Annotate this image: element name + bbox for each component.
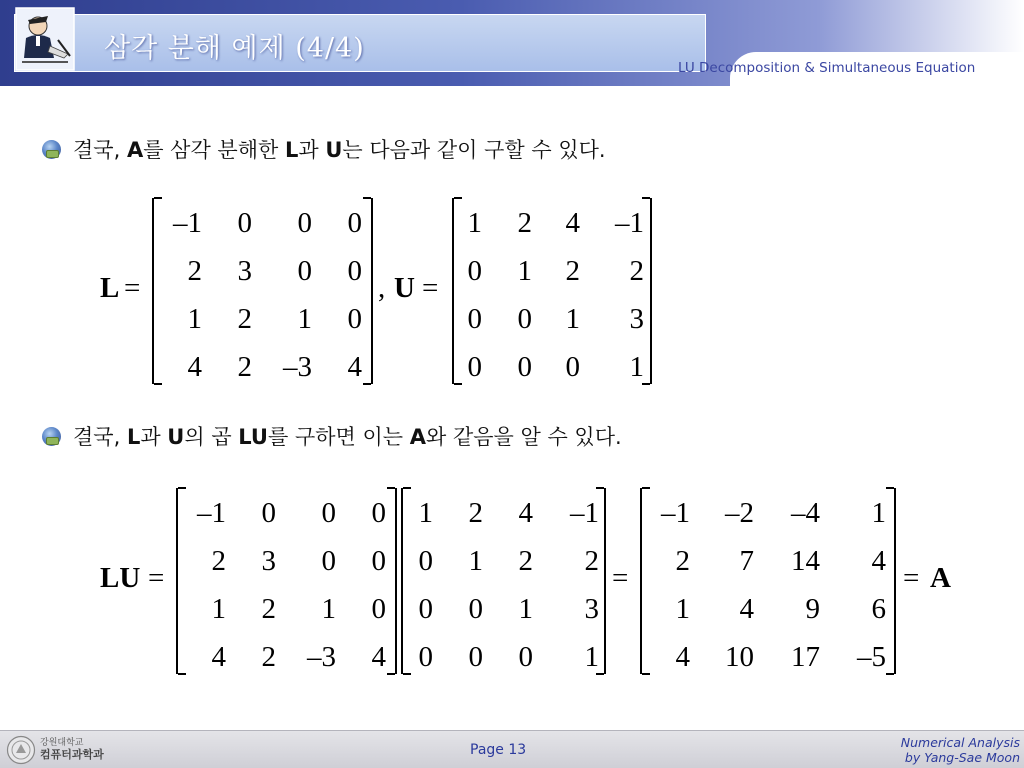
matrix-cell: 1 (629, 351, 644, 383)
matrix-cell: 0 (418, 545, 433, 577)
matrix-cell: 1 (418, 497, 433, 529)
matrix-cell: 2 (584, 545, 599, 577)
matrix-cell: 0 (418, 593, 433, 625)
matrix-cell: 3 (261, 545, 276, 577)
matrix-cell: 0 (347, 207, 362, 239)
bullet-icon (42, 140, 61, 159)
teacher-at-desk-icon (14, 6, 76, 72)
matrix-cell: 0 (517, 351, 532, 383)
matrix-cell: 2 (518, 545, 533, 577)
matrix-cell: 14 (791, 545, 820, 577)
matrix-cell: 0 (565, 351, 580, 383)
equals-sign: = (422, 272, 439, 304)
matrix-cell: 4 (871, 545, 886, 577)
matrix-cell: 4 (739, 593, 754, 625)
matrix-cell: 1 (211, 593, 226, 625)
matrix-cell: 1 (187, 303, 202, 335)
matrix-cell: 4 (187, 351, 202, 383)
matrix-cell: 0 (467, 351, 482, 383)
matrix-cell: 2 (237, 303, 252, 335)
matrix-cell: –3 (307, 641, 336, 673)
matrix-cell: 2 (629, 255, 644, 287)
bullet-item-2 (42, 420, 622, 452)
equals-sign: = (612, 562, 629, 594)
matrix-cell: 1 (518, 593, 533, 625)
course-credit: Numerical Analysis by Yang-Sae Moon (900, 735, 1020, 765)
matrix-cell: –4 (791, 497, 820, 529)
matrix-cell: 1 (565, 303, 580, 335)
matrix-cell: 0 (297, 255, 312, 287)
matrix-cell: 0 (467, 255, 482, 287)
matrix-cell: 4 (211, 641, 226, 673)
matrix-cell: 0 (261, 497, 276, 529)
matrix-cell: 2 (261, 593, 276, 625)
matrix-cell: –3 (283, 351, 312, 383)
footer-bar (0, 730, 1024, 768)
matrix-A (640, 488, 896, 674)
header-bar (0, 0, 1024, 86)
matrix-cell: 0 (297, 207, 312, 239)
matrix-cell: 9 (805, 593, 820, 625)
matrix-cell: 4 (347, 351, 362, 383)
matrix-cell: 0 (517, 303, 532, 335)
matrix-cell: 0 (467, 303, 482, 335)
matrix-cell: 3 (584, 593, 599, 625)
school-name: 강원대학교 컴퓨터과학과 (40, 738, 104, 761)
L-label: L (100, 272, 120, 304)
university-seal-icon (6, 735, 36, 765)
bullet-item-1 (42, 133, 606, 165)
matrix-cell: –1 (197, 497, 226, 529)
page-number: Page 13 (470, 742, 527, 758)
matrix-cell: 2 (517, 207, 532, 239)
matrix-cell: –1 (661, 497, 690, 529)
matrix-cell: 2 (237, 351, 252, 383)
comma: , (378, 272, 386, 304)
matrix-cell: 2 (261, 641, 276, 673)
matrix-L (152, 198, 373, 384)
matrix-cell: 4 (565, 207, 580, 239)
matrix-cell: 1 (517, 255, 532, 287)
matrix-cell: 6 (871, 593, 886, 625)
matrix-cell: 0 (347, 303, 362, 335)
matrix-cell: 0 (347, 255, 362, 287)
bullet-text-1: 결국, A를 삼각 분해한 L과 U는 다음과 같이 구할 수 있다. (73, 138, 606, 162)
matrix-cell: 0 (371, 593, 386, 625)
slide-subtitle: LU Decomposition & Simultaneous Equation (678, 60, 976, 76)
matrix-cell: 0 (321, 545, 336, 577)
matrix-cell: 4 (371, 641, 386, 673)
matrix-cell: 0 (468, 641, 483, 673)
matrix-cell: 0 (237, 207, 252, 239)
matrix-cell: 0 (518, 641, 533, 673)
matrix-cell: –1 (173, 207, 202, 239)
matrix-cell: 2 (468, 497, 483, 529)
matrix-cell: 0 (371, 497, 386, 529)
A-label: A (930, 562, 951, 594)
matrix-cell: 0 (468, 593, 483, 625)
equals-sign: = (124, 272, 141, 304)
matrix-cell: 1 (675, 593, 690, 625)
matrix-L-product (176, 488, 397, 674)
LU-label: LU (100, 562, 141, 594)
equals-sign: = (903, 562, 920, 594)
matrix-U (452, 198, 652, 384)
matrix-cell: 1 (584, 641, 599, 673)
matrix-cell: –5 (857, 641, 886, 673)
matrix-cell: –2 (725, 497, 754, 529)
matrix-cell: 1 (321, 593, 336, 625)
matrix-cell: 0 (371, 545, 386, 577)
matrix-U-product (401, 488, 606, 674)
matrix-cell: 10 (725, 641, 754, 673)
bullet-icon (42, 427, 61, 446)
slide-title: 삼각 분해 예제 (4/4) (104, 33, 365, 64)
matrix-cell: 7 (739, 545, 754, 577)
matrix-cell: 0 (321, 497, 336, 529)
U-label: U (394, 272, 415, 304)
matrix-cell: 4 (518, 497, 533, 529)
matrix-cell: 2 (565, 255, 580, 287)
matrix-cell: 1 (468, 545, 483, 577)
equals-sign: = (148, 562, 165, 594)
matrix-cell: 3 (629, 303, 644, 335)
matrix-cell: 1 (871, 497, 886, 529)
matrix-cell: 3 (237, 255, 252, 287)
bullet-text-2: 결국, L과 U의 곱 LU를 구하면 이는 A와 같음을 알 수 있다. (73, 425, 622, 449)
matrix-cell: 0 (418, 641, 433, 673)
matrix-cell: 2 (675, 545, 690, 577)
matrix-cell: 2 (187, 255, 202, 287)
matrix-cell: –1 (615, 207, 644, 239)
matrix-cell: 1 (467, 207, 482, 239)
matrix-cell: –1 (570, 497, 599, 529)
matrix-cell: 1 (297, 303, 312, 335)
matrix-cell: 4 (675, 641, 690, 673)
matrix-cell: 17 (791, 641, 820, 673)
matrix-cell: 2 (211, 545, 226, 577)
